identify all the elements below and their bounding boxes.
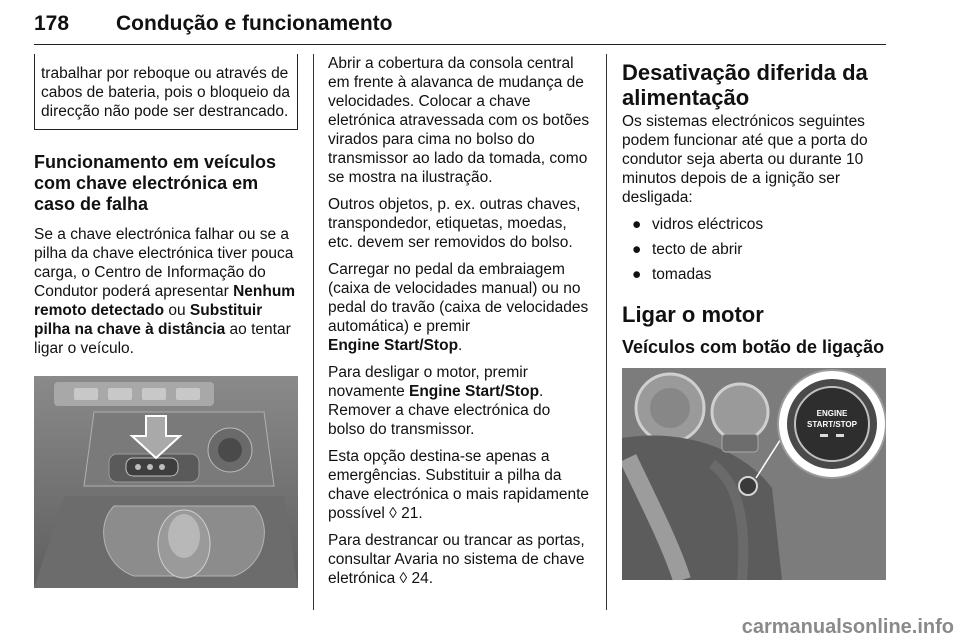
continued-warning-box [34,54,298,130]
paragraph-remove-objects: Outros objetos, p. ex. outras chaves, transpondedor, etiquetas, moedas, etc. devem ser removidos do bolso. [328,196,581,251]
page-reference: 24. [411,570,434,587]
console-key-pocket-illustration [34,376,298,588]
list-item: ● tecto de abrir [632,241,743,258]
paragraph-electronic-systems: Os sistemas electrónicos seguintes podem funcionar até que a porta do condutor seja aberta ou durante 10 minutos depois de a ignição ser desligada: [622,113,868,206]
column-divider-2 [606,54,607,610]
cross-reference-icon: ◊ [389,505,397,522]
list-item: ● tomadas [632,266,712,283]
bullet-icon: ● [632,266,642,283]
paragraph-switch-off: Para desligar o motor, premir novamente Engine Start/Stop. Remover a chave electrónica do bolso do transmissor. [328,364,551,438]
column-1 [34,54,298,593]
paragraph-key-failure: Se a chave electrónica falhar ou se a pilha da chave electrónica tiver pouca carga, o Centro de Informação do Condutor poderá apresentar Nenhum remoto detectado ou Substituir pilha na chave à distância ao tentar ligar o veículo. [34,226,296,357]
page-number: 178 [34,12,70,35]
subheading-vehicles-with-start-button: Veículos com botão de ligação [622,337,885,357]
page-reference: 21. [401,505,423,522]
figure-start-button [622,368,886,585]
figure-console-key-pocket [34,376,298,593]
dashboard-start-button-illustration [622,368,886,580]
message-replace-battery: Substituir pilha na chave à distância [34,302,263,338]
column-divider-1 [313,54,314,610]
list-item: ● vidros eléctricos [632,216,764,233]
bullet-icon: ● [632,216,642,233]
section-heading-start-engine: Ligar o motor [622,302,764,327]
start-button-label-line2: START/STOP [807,420,857,429]
cross-reference-icon: ◊ [399,570,408,587]
column-2 [328,54,590,596]
paragraph-emergency-only: Esta opção destina-se apenas a emergências. Substituir a pilha da chave electrónica o mais rapidamente possível ◊ 21. [328,448,590,522]
section-heading-delayed-power-off: Desativação diferida da alimentação [622,60,868,110]
bullet-list-systems [622,215,886,284]
column-3 [622,54,886,585]
page-title: Condução e funcionamento [116,12,393,35]
watermark-text: carmanualsonline.info [741,616,954,638]
label-engine-start-stop-2: Engine Start/Stop [409,383,540,400]
warning-box-text: trabalhar por reboque ou através de cabos de bateria, pois o bloqueio da direcção não pode ser destrancado. [41,65,291,120]
section-heading-electronic-key-failure: Funcionamento em veículos com chave electrónica em caso de falha [34,152,277,214]
paragraph-open-cover: Abrir a cobertura da consola central em frente à alavanca de mudança de velocidades. Colocar a chave eletrónica atravessada com os botões virados para cima no bolso do transmissor ao lado da tomada, como se mostra na ilustração. [328,55,590,186]
message-no-remote-detected: Nenhum remoto detectado [34,283,296,319]
paragraph-unlock-doors: Para destrancar ou trancar as portas, consultar Avaria no sistema de chave eletrónica ◊ 24. [328,532,585,587]
bullet-icon: ● [632,241,642,258]
start-button-label-line1: ENGINE [816,409,848,418]
label-engine-start-stop: Engine Start/Stop [328,337,459,354]
page-header [34,4,886,45]
paragraph-press-pedal: Carregar no pedal da embraiagem (caixa de velocidades manual) ou no pedal do travão (caixa de velocidades automática) e premir Engine Start/Stop. [328,261,589,354]
